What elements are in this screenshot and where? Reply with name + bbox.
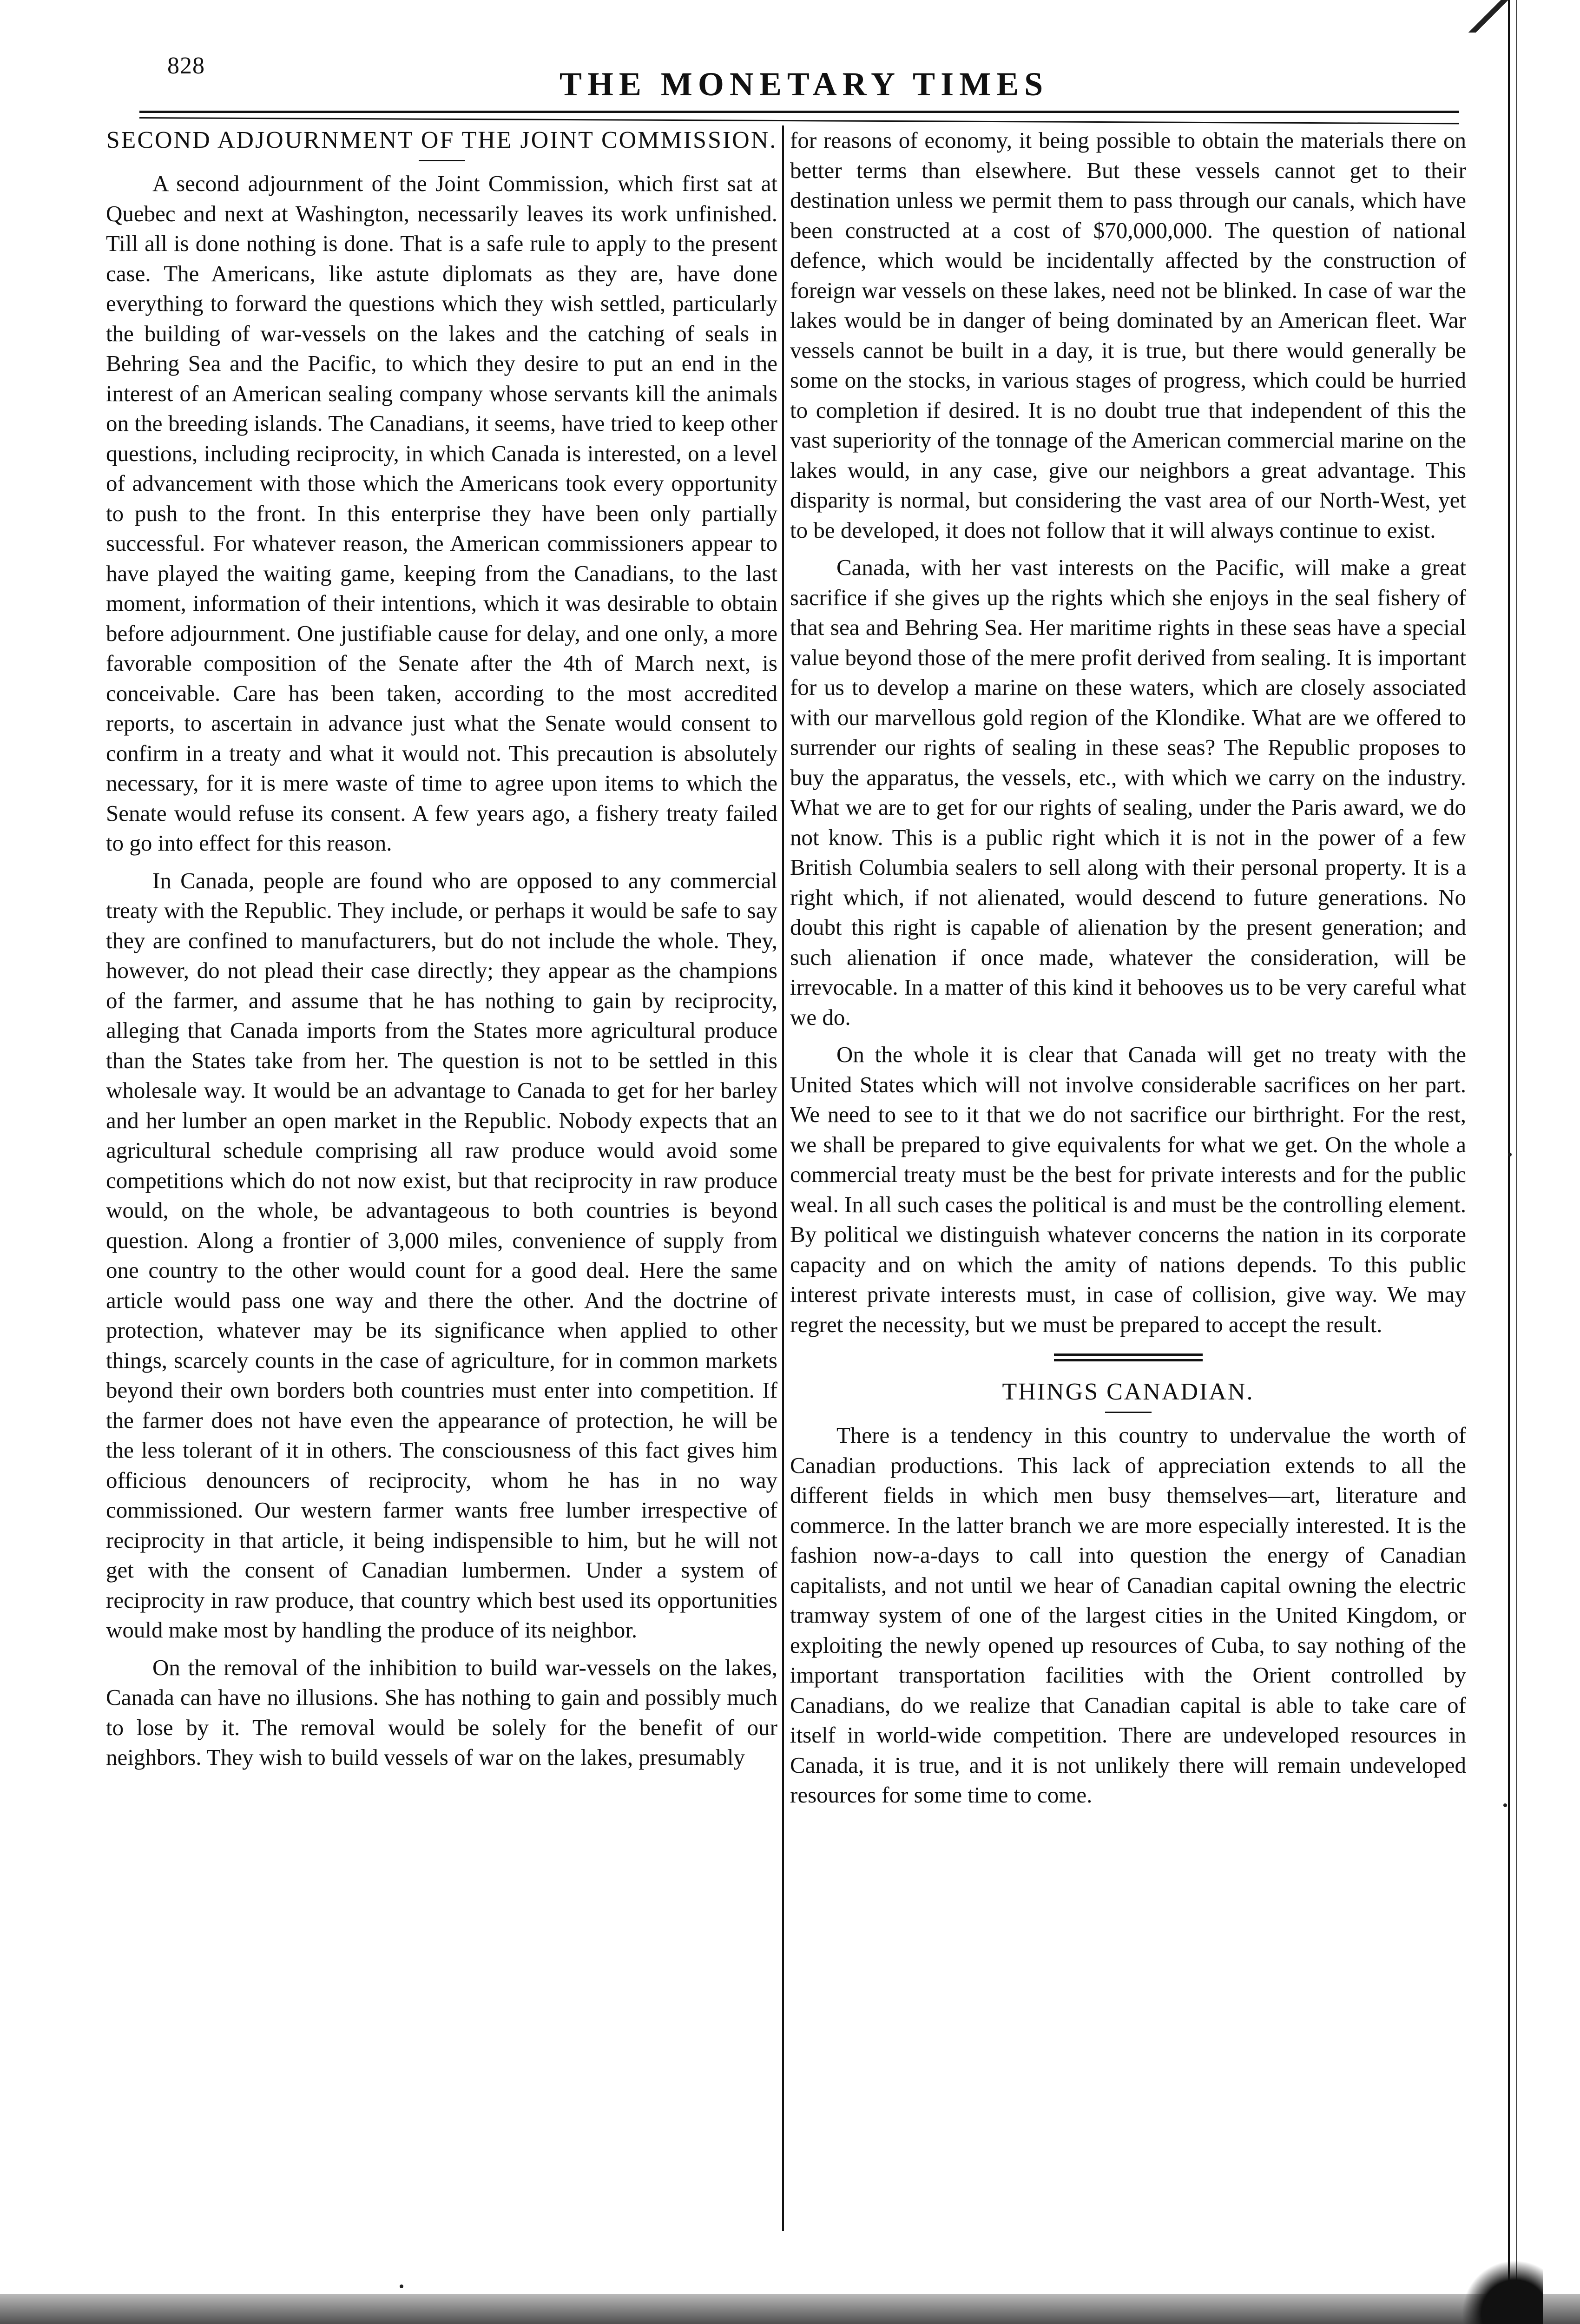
- article-paragraph: There is a tendency in this country to undervalue the worth of Canadian productions. This lack of appreciation extends to all the different fields in which men busy themselves—art, literature and commerce. In the latter branch we are more especially interested. It is the fashion now-a-days to call into question the energy of Canadian capitalists, and not until we hear of Canadian capital owning the electric tramway system of one of the largest cities in the United Kingdom, or exploiting the newly opened up resources of Cuba, to say nothing of the important transportation facilities with the Orient controlled by Canadians, do we realize that Canadian capital is able to take care of itself in world-wide competition. There are undeveloped resources in Canada, it is true, and it is not unlikely there will remain undeveloped resources for some time to come.: [790, 1422, 1466, 1808]
- masthead: THE MONETARY TIMES: [559, 66, 1049, 103]
- column-divider: [782, 125, 784, 2231]
- corner-tear-mark: [1464, 0, 1524, 33]
- left-column: [106, 125, 777, 2218]
- article-paragraph: On the whole it is clear that Canada will get no treaty with the United States which will not involve considerable sacrifices on her part. We need to see to it that we do not sacrifice our birthright. For the rest, we shall be prepared to give equivalents for what we get. On the whole a commercial treaty must be the best for private interests and for the public weal. In all such cases the political is and must be the controlling element. By political we distinguish whatever concerns the nation in its corporate capacity and on which the amity of nations depends. To this public interest private interests must, in case of collision, give way. We may regret the necessity, but we must be prepared to accept the result.: [790, 1042, 1466, 1337]
- article-paragraph-continued: for reasons of economy, it being possible to obtain the materials there on better terms than elsewhere. But these vessels cannot get to their destination unless we permit them to pass through our canals, which have been constructed at a cost of $70,000,000. The question of national defence, which would be incidentally affected by the construction of foreign war vessels on these lakes, need not be blinked. In case of war the lakes would be in danger of being dominated by an American fleet. War vessels cannot be built in a day, it is true, but there would generally be some on the stocks, in various stages of progress, which could be hurried to completion if desired. It is no doubt true that independent of this the vast superiority of the tonnage of the American commercial marine on the lakes would, in any case, give our neighbors a great advantage. This disparity is normal, but considering the vast area of our North-West, yet to be developed, it does not follow that it will always continue to exist.: [790, 127, 1466, 543]
- article-paragraph: A second adjournment of the Joint Commission, which first sat at Quebec and next at Washington, necessarily leaves its work unfinished. Till all is done nothing is done. That is a safe rule to apply to the present case. The Americans, like astute diplomats as they are, have done everything to forward the questions which they wish settled, particularly the building of war-vessels on the lakes and the catching of seals in Behring Sea and the Pacific, to which they desire to put an end in the interest of an American sealing company whose servants kill the animals on the breeding islands. The Canadians, it seems, have tried to keep other questions, including reciprocity, in which Canada is interested, on a level of advancement with those which the Americans took every opportunity to push to the front. In this enterprise they have been only partially successful. For whatever reason, the American commissioners appear to have played the waiting game, keeping from the Canadians, to the last moment, information of their intentions, which it was desirable to obtain before adjournment. One justifiable cause for delay, and one only, a more favorable composition of the Senate after the 4th of March next, is conceivable. Care has been taken, according to the most accredited reports, to ascertain in advance just what the Senate would consent to confirm in a treaty and what it would not. This precaution is absolutely necessary, for it is mere waste of time to agree upon items to which the Senate would refuse its consent. A few years ago, a fishery treaty failed to go into effect for this reason.: [106, 171, 777, 856]
- page-edge-line: [1508, 0, 1510, 2324]
- title-rule: [1105, 1412, 1152, 1413]
- section-separator: [1054, 1353, 1203, 1361]
- article-paragraph: In Canada, people are found who are opposed to any commercial treaty with the Republic. They include, or perhaps it would be safe to say they are confined to manufacturers, but do not include the whole. They, however, do not plead their case directly; they appear as the champions of the farmer, and assume that he has nothing to gain by reciprocity, alleging that Canada imports from the States more agricultural produce than the States take from her. The question is not to be settled in this wholesale way. It would be an advantage to Canada to get for her barley and her lumber an open market in the Republic. Nobody expects that an agricultural schedule comprising all raw produce would avoid some competitions which do not now exist, but that reciprocity in raw produce would, on the whole, be advantageous to both countries is beyond question. Along a frontier of 3,000 miles, convenience of supply from one country to the other would count for a good deal. Here the same article would pass one way and there the other. And the doctrine of protection, whatever may be its significance when applied to other things, scarcely counts in the case of agriculture, for in common markets beyond their own borders both countries must enter into competition. If the farmer does not have even the appearance of protection, he will be the less tolerant of it in others. The consciousness of this fact gives him officious denouncers of reciprocity, whom he has in no way commissioned. Our western farmer wants free lumber irrespective of reciprocity in that article, it being indispensible to him, but he will not get with the consent of Canadian lumbermen. Under a system of reciprocity in raw produce, that country which best used its opportunities would make most by handling the produce of its neighbor.: [106, 867, 777, 1643]
- right-column: [790, 125, 1466, 2218]
- article-paragraph: Canada, with her vast interests on the Pacific, will make a great sacrifice if she gives up the rights which she enjoys in the seal fishery of that sea and Behring Sea. Her maritime rights in these seas have a special value beyond those of the mere profit derived from sealing. It is important for us to develop a marine on these waters, which are closely associated with our marvellous gold region of the Klondike. What are we offered to surrender our rights of sealing in these seas? The Republic proposes to buy the apparatus, the vessels, etc., with which we carry on the industry. What we are to get for our rights of sealing, under the Paris award, we do not know. This is a public right which it is not in the power of a few British Columbia sealers to sell along with their personal property. It is a right which, if not alienated, would descend to future generations. No doubt this right is capable of alienation by the present generation; and such alienation if once made, whatever the consideration, will be irrevocable. In a matter of this kind it behooves us to be very careful what we do.: [790, 555, 1466, 1030]
- scan-corner-blot: [1450, 2254, 1543, 2324]
- ink-speck: [400, 2284, 403, 2288]
- article-paragraph: On the removal of the inhibition to build war-vessels on the lakes, Canada can have no illusions. She has nothing to gain and possibly much to lose by it. The removal would be solely for the benefit of our neighbors. They wish to build vessels of war on the lakes, presumably: [106, 1654, 777, 1770]
- article-title-things-canadian: THINGS CANADIAN.: [1002, 1379, 1254, 1405]
- ink-speck: [1508, 1153, 1512, 1156]
- title-rule: [419, 160, 465, 161]
- article-title-joint-commission: SECOND ADJOURNMENT OF THE JOINT COMMISSION.: [106, 127, 777, 153]
- header-rule-secondary: [139, 117, 1459, 124]
- header-rule: [139, 111, 1459, 113]
- ink-speck: [1503, 1803, 1507, 1807]
- page-edge-line: [1516, 0, 1517, 2324]
- page-number: 828: [167, 53, 205, 79]
- scan-bottom-shadow: [0, 2294, 1580, 2324]
